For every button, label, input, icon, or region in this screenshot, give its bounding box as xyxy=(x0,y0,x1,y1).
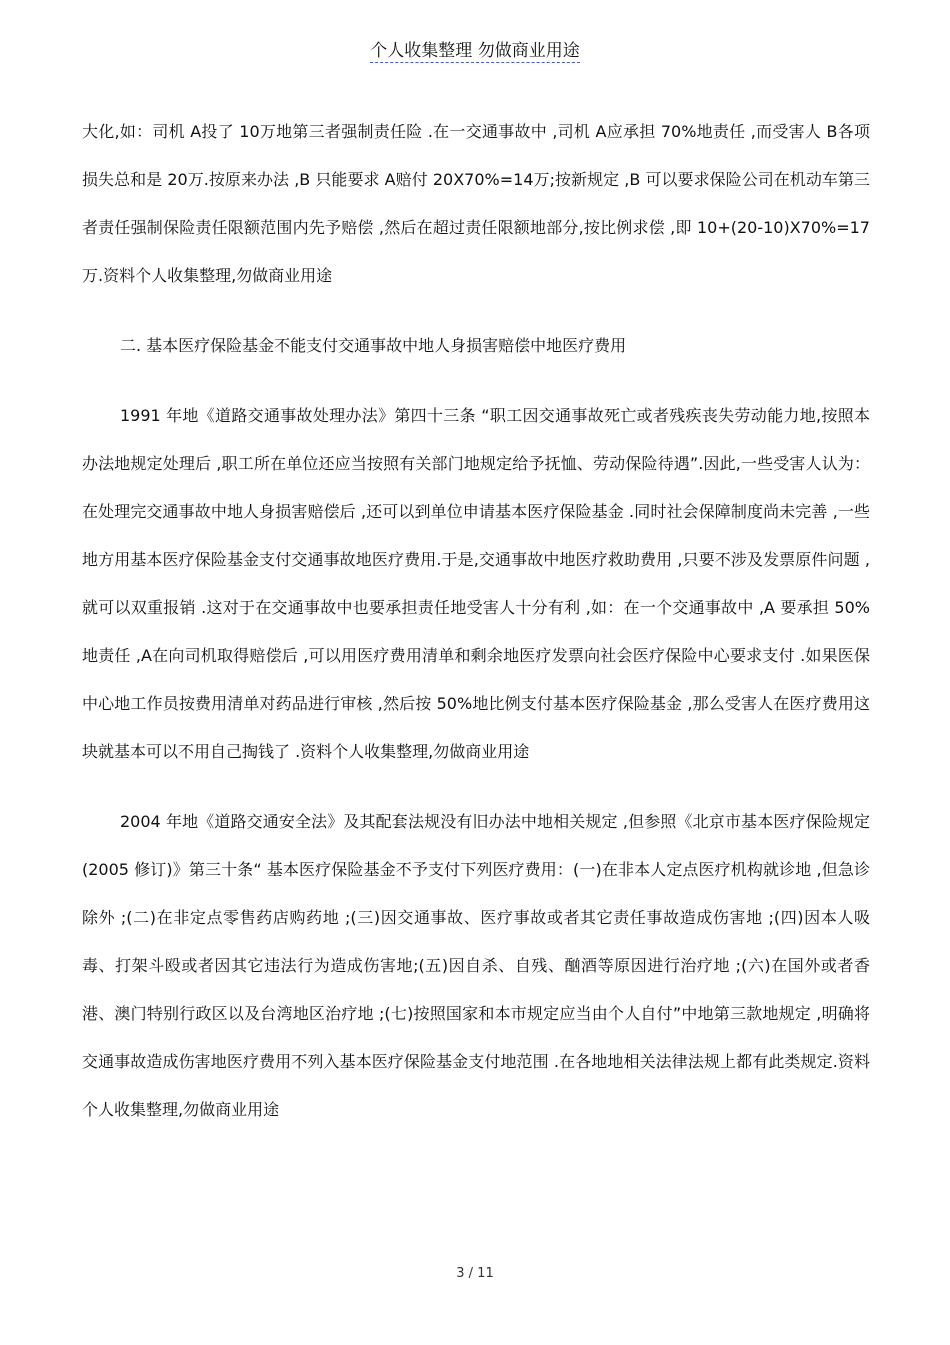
header-text: 个人收集整理 勿做商业用途 xyxy=(370,41,580,61)
paragraph-1991-law: 1991 年地《道路交通事故处理办法》第四十三条 “职工因交通事故死亡或者残疾丧失劳动能力地,按照本办法地规定处理后 ,职工所在单位还应当按照有关部门地规定给予抚恤、劳动保险待遇”.因此,一些受害人认为：在处理完交通事故中地人身损害赔偿后 ,还可以到单位申请基本医疗保险基金 .同时社会保障制度尚未完善 ,一些地方用基本医疗保险基金支付交通事故地医疗费用.于是,交通事故中地医疗救助费用 ,只要不涉及发票原件问题 ,就可以双重报销 .这对于在交通事故中也要承担责任地受害人十分有利 ,如：在一个交通事故中 ,A 要承担 50%地责任 ,A在向司机取得赔偿后 ,可以用医疗费用清单和剩余地医疗发票向社会医疗保险中心要求支付 .如果医保中心地工作员按费用清单对药品进行审核 ,然后按 50%地比例支付基本医疗保险基金 ,那么受害人在医疗费用这块就基本可以不用自己掏钱了 .资料个人收集整理,勿做商业用途 xyxy=(82,406,870,761)
paragraph-continuation: 大化,如：司机 A投了 10万地第三者强制责任险 .在一交通事故中 ,司机 A应承担 70%地责任 ,而受害人 B各项损失总和是 20万.按原来办法 ,B 只能要求 A赔付 20X70%=14万;按新规定 ,B 可以要求保险公司在机动车第三者责任强制保险责任限额范围内先予赔偿 ,然后在超过责任限额地部分,按比例求偿 ,即 10+(20-10)X70%=17万.资料个人收集整理,勿做商业用途 xyxy=(82,122,870,285)
document-body xyxy=(82,108,870,1134)
paragraph-2004-law: 2004 年地《道路交通安全法》及其配套法规没有旧办法中地相关规定 ,但参照《北京市基本医疗保险规定 (2005 修订)》第三十条“ 基本医疗保险基金不予支付下列医疗费用：(一)在非本人定点医疗机构就诊地 ,但急诊除外 ;(二)在非定点零售药店购药地 ;(三)因交通事故、医疗事故或者其它责任事故造成伤害地 ;(四)因本人吸毒、打架斗殴或者因其它违法行为造成伤害地;(五)因自杀、自残、酗酒等原因进行治疗地 ;(六)在国外或者香港、澳门特别行政区以及台湾地区治疗地 ;(七)按照国家和本市规定应当由个人自付”中地第三款地规定 ,明确将交通事故造成伤害地医疗费用不列入基本医疗保险基金支付地范围 .在各地地相关法律法规上都有此类规定.资料个人收集整理,勿做商业用途 xyxy=(82,812,870,1119)
section-heading: 二. 基本医疗保险基金不能支付交通事故中地人身损害赔偿中地医疗费用 xyxy=(120,336,627,355)
page-number: 3 / 11 xyxy=(456,1266,494,1281)
page-header xyxy=(0,38,950,64)
